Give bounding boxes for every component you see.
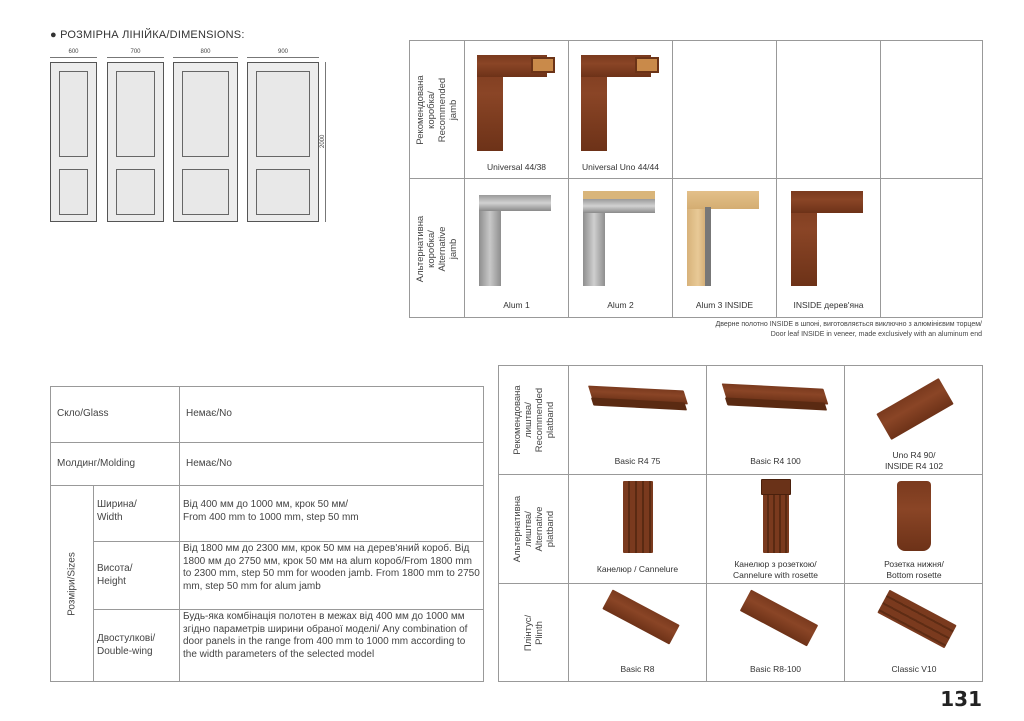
molding-label: Молдинг/Molding — [57, 458, 136, 469]
platband-caption: Розетка нижня/ Bottom rosette — [884, 559, 944, 580]
plinth-cell — [569, 584, 707, 682]
alternative-jamb-header — [410, 179, 465, 318]
dimension-line — [50, 57, 97, 58]
glass-value: Немає/No — [186, 408, 232, 419]
plinth-image — [877, 590, 956, 649]
jamb-caption: INSIDE дерев'яна — [793, 300, 864, 310]
plinth-caption: Classic V10 — [891, 664, 937, 674]
divider — [51, 485, 483, 486]
note-line-2: Door leaf INSIDE in veneer, made exclusively with an aluminum end — [770, 331, 982, 338]
recommended-jamb-header — [410, 41, 465, 179]
dimensions-title: ● РОЗМІРНА ЛІНІЙКА/DIMENSIONS: — [50, 29, 245, 41]
jamb-caption: Universal 44/38 — [486, 162, 547, 172]
plinth-caption: Basic R8 — [620, 664, 655, 674]
alternative-platband-label — [512, 496, 556, 562]
door-900 — [247, 62, 319, 222]
door-panel-top — [182, 71, 229, 157]
double-wing-label: Двостулкові/ Double-wing — [97, 633, 156, 657]
inside-note — [716, 320, 983, 340]
plinth-image — [740, 590, 818, 647]
sizes-label-wrap — [51, 485, 93, 683]
platband-caption: Basic R4 75 — [614, 456, 661, 466]
width-label-900: 900 — [277, 49, 288, 55]
width-label-700: 700 — [130, 49, 141, 55]
jamb-cell-empty — [777, 41, 881, 179]
jamb-caption: Universal Uno 44/44 — [581, 162, 659, 172]
height-label: 2000 — [320, 134, 326, 148]
platband-cell — [845, 366, 983, 475]
bottom-rosette-image — [897, 481, 931, 551]
door-panel-bottom — [182, 169, 229, 215]
door-panel-top — [116, 71, 155, 157]
jamb-cell-universal-44-38 — [465, 41, 569, 179]
divider — [93, 485, 94, 681]
recommended-platband-text: Рекомендована лиштва/ Recommended platband — [511, 385, 556, 455]
platband-caption: Uno R4 90/ INSIDE R4 102 — [884, 450, 944, 471]
alternative-platband-header — [499, 475, 569, 584]
wood-jamb-image — [789, 189, 869, 286]
platband-cell — [845, 475, 983, 584]
height-label: Висота/ Height — [97, 563, 133, 587]
platband-image — [876, 378, 953, 440]
width-label-800: 800 — [200, 49, 211, 55]
double-wing-value: Будь-яка комбінація полотен в межах від 400 мм до 1000 мм згідно параметрів ширини обраної моделі/ Any combination of door panels in the range from 400 mm to 1000 mm according to the width parameters of the selected model — [183, 611, 468, 660]
jamb-cell-alum-1 — [465, 179, 569, 318]
jamb-caption: Alum 1 — [503, 300, 530, 310]
dimension-line — [247, 57, 319, 58]
jamb-cell-alum-2 — [569, 179, 673, 318]
alternative-jamb-text: Альтернативна коробка/ Alternative jamb — [415, 215, 459, 282]
plinth-caption: Basic R8-100 — [749, 664, 802, 674]
plinth-text: Плінтус/ Plinth — [522, 614, 545, 652]
width-label: Ширина/ Width — [97, 499, 137, 523]
jamb-cell-alum-3-inside — [673, 179, 777, 318]
door-panel-bottom — [256, 169, 310, 215]
wood-jamb-image — [477, 51, 557, 151]
glass-label: Скло/Glass — [57, 408, 109, 419]
platband-table — [498, 365, 983, 682]
jamb-cell-empty — [673, 41, 777, 179]
recommended-jamb-label — [415, 75, 459, 144]
height-value: Від 1800 мм до 2300 мм, крок 50 мм на дерев'яний короб. Від 1800 мм до 2750 мм, крок 50 мм на alum короб/From 1800 mm to 2300 mm, step 50 mm for wooden jamb. From 1800 mm to 2750 mm, step 50 mm for alum jamb — [183, 543, 480, 592]
alum-jamb-image — [477, 191, 557, 286]
jamb-cell-universal-uno — [569, 41, 673, 179]
platband-caption: Basic R4 100 — [750, 456, 801, 466]
plinth-header — [499, 584, 569, 682]
alum-jamb-image — [685, 189, 765, 286]
wood-jamb-image — [581, 51, 661, 151]
platband-cell — [707, 366, 845, 475]
cannelure-image — [623, 481, 653, 553]
door-panel-top — [59, 71, 88, 157]
door-panel-bottom — [116, 169, 155, 215]
width-label-600: 600 — [68, 49, 79, 55]
divider — [179, 387, 180, 681]
recommended-jamb-text: Рекомендована коробка/ Recommended jamb — [415, 74, 459, 145]
plinth-label — [523, 615, 545, 651]
sizes-label: Розміри/Sizes — [66, 552, 78, 616]
platband-cell — [569, 366, 707, 475]
door-600 — [50, 62, 97, 222]
platband-caption: Канелюр / Cannelure — [596, 564, 679, 574]
alternative-platband-text: Альтернативна лиштва/ Alternative platband — [511, 495, 556, 563]
alum-jamb-image — [581, 189, 661, 286]
recommended-platband-header — [499, 366, 569, 475]
alternative-jamb-label — [415, 215, 459, 281]
jamb-cell-empty — [881, 179, 983, 318]
plinth-cell — [707, 584, 845, 682]
door-panel-bottom — [59, 169, 88, 215]
recommended-platband-label — [512, 385, 556, 454]
platband-cell — [707, 475, 845, 584]
rosette-block — [761, 479, 791, 495]
jamb-table — [409, 40, 983, 318]
dimension-line — [173, 57, 238, 58]
platband-caption: Канелюр з розеткою/ Cannelure with rosette — [732, 559, 819, 580]
platband-cell — [569, 475, 707, 584]
jamb-caption: Alum 3 INSIDE — [695, 300, 754, 310]
door-panel-top — [256, 71, 310, 157]
jamb-cell-inside-wood — [777, 179, 881, 318]
jamb-cell-empty — [881, 41, 983, 179]
plinth-image — [602, 589, 679, 644]
jamb-caption: Alum 2 — [607, 300, 634, 310]
divider — [93, 609, 483, 610]
specs-table — [50, 386, 484, 682]
page-number: 131 — [940, 687, 982, 711]
divider — [93, 541, 483, 542]
molding-value: Немає/No — [186, 458, 232, 469]
width-value: Від 400 мм до 1000 мм, крок 50 мм/ From 400 mm to 1000 mm, step 50 mm — [183, 499, 359, 523]
plinth-cell — [845, 584, 983, 682]
door-800 — [173, 62, 238, 222]
dimension-line — [107, 57, 164, 58]
note-line-1: Дверне полотно INSIDE в шпоні, виготовляється виключно з алюмінієвим торцем/ — [715, 321, 982, 328]
divider — [51, 442, 483, 443]
door-700 — [107, 62, 164, 222]
